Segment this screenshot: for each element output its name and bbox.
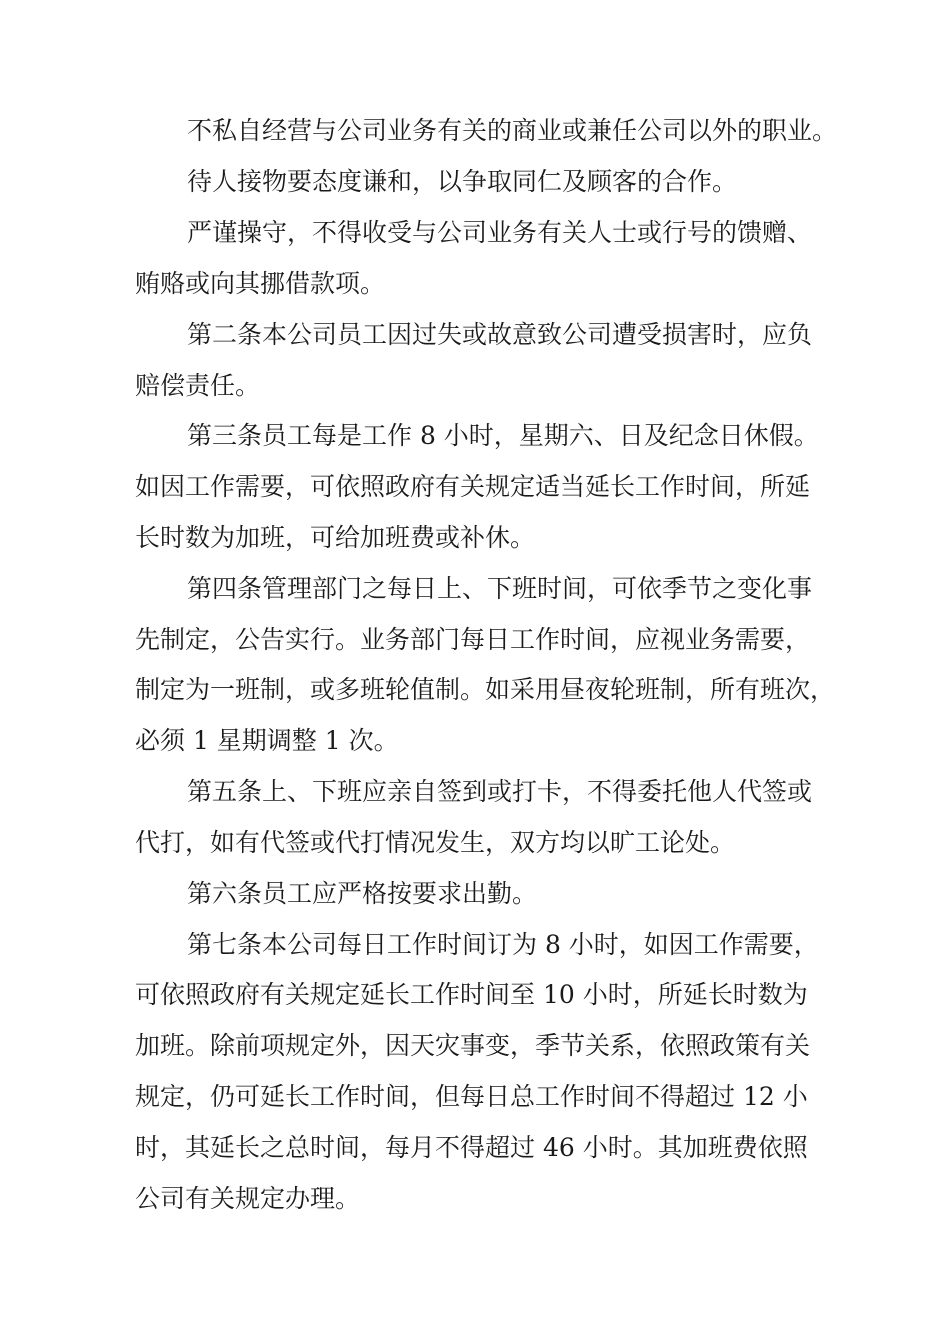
paragraph-line: 可依照政府有关规定延长工作时间至 10 小时，所延长时数为 [135,980,808,1009]
paragraph-line: 待人接物要态度谦和，以争取同仁及顾客的合作。 [187,167,738,196]
paragraph-line: 第三条员工每是工作 8 小时，星期六、日及纪念日休假。 [187,421,819,450]
paragraph-line: 第二条本公司员工因过失或故意致公司遭受损害时，应负 [187,320,813,349]
paragraph-line: 如因工作需要，可依照政府有关规定适当延长工作时间，所延 [135,472,811,501]
paragraph-line: 长时数为加班，可给加班费或补休。 [135,523,536,552]
paragraph-line: 贿赂或向其挪借款项。 [135,269,386,298]
paragraph-line: 规定，仍可延长工作时间，但每日总工作时间不得超过 12 小 [135,1082,808,1111]
paragraph-line: 第六条员工应严格按要求出勤。 [187,879,538,908]
paragraph-line: 时，其延长之总时间，每月不得超过 46 小时。其加班费依照 [135,1133,808,1162]
paragraph-line: 加班。除前项规定外，因天灾事变，季节关系，依照政策有关 [135,1031,811,1060]
paragraph-line: 先制定，公告实行。业务部门每日工作时间，应视业务需要， [135,625,811,654]
paragraph-line: 不私自经营与公司业务有关的商业或兼任公司以外的职业。 [187,116,838,145]
paragraph-line: 代打，如有代签或代打情况发生，双方均以旷工论处。 [135,828,736,857]
paragraph-line: 必须 1 星期调整 1 次。 [135,726,399,755]
paragraph-line: 制定为一班制，或多班轮值制。如采用昼夜轮班制，所有班次， [135,675,836,704]
paragraph-line: 第五条上、下班应亲自签到或打卡，不得委托他人代签或 [187,777,813,806]
paragraph-line: 第四条管理部门之每日上、下班时间，可依季节之变化事 [187,574,813,603]
paragraph-line: 第七条本公司每日工作时间订为 8 小时，如因工作需要， [187,930,819,959]
paragraph-line: 赔偿责任。 [135,371,261,400]
paragraph-line: 公司有关规定办理。 [135,1184,361,1213]
paragraph-line: 严谨操守，不得收受与公司业务有关人士或行号的馈赠、 [187,218,813,247]
